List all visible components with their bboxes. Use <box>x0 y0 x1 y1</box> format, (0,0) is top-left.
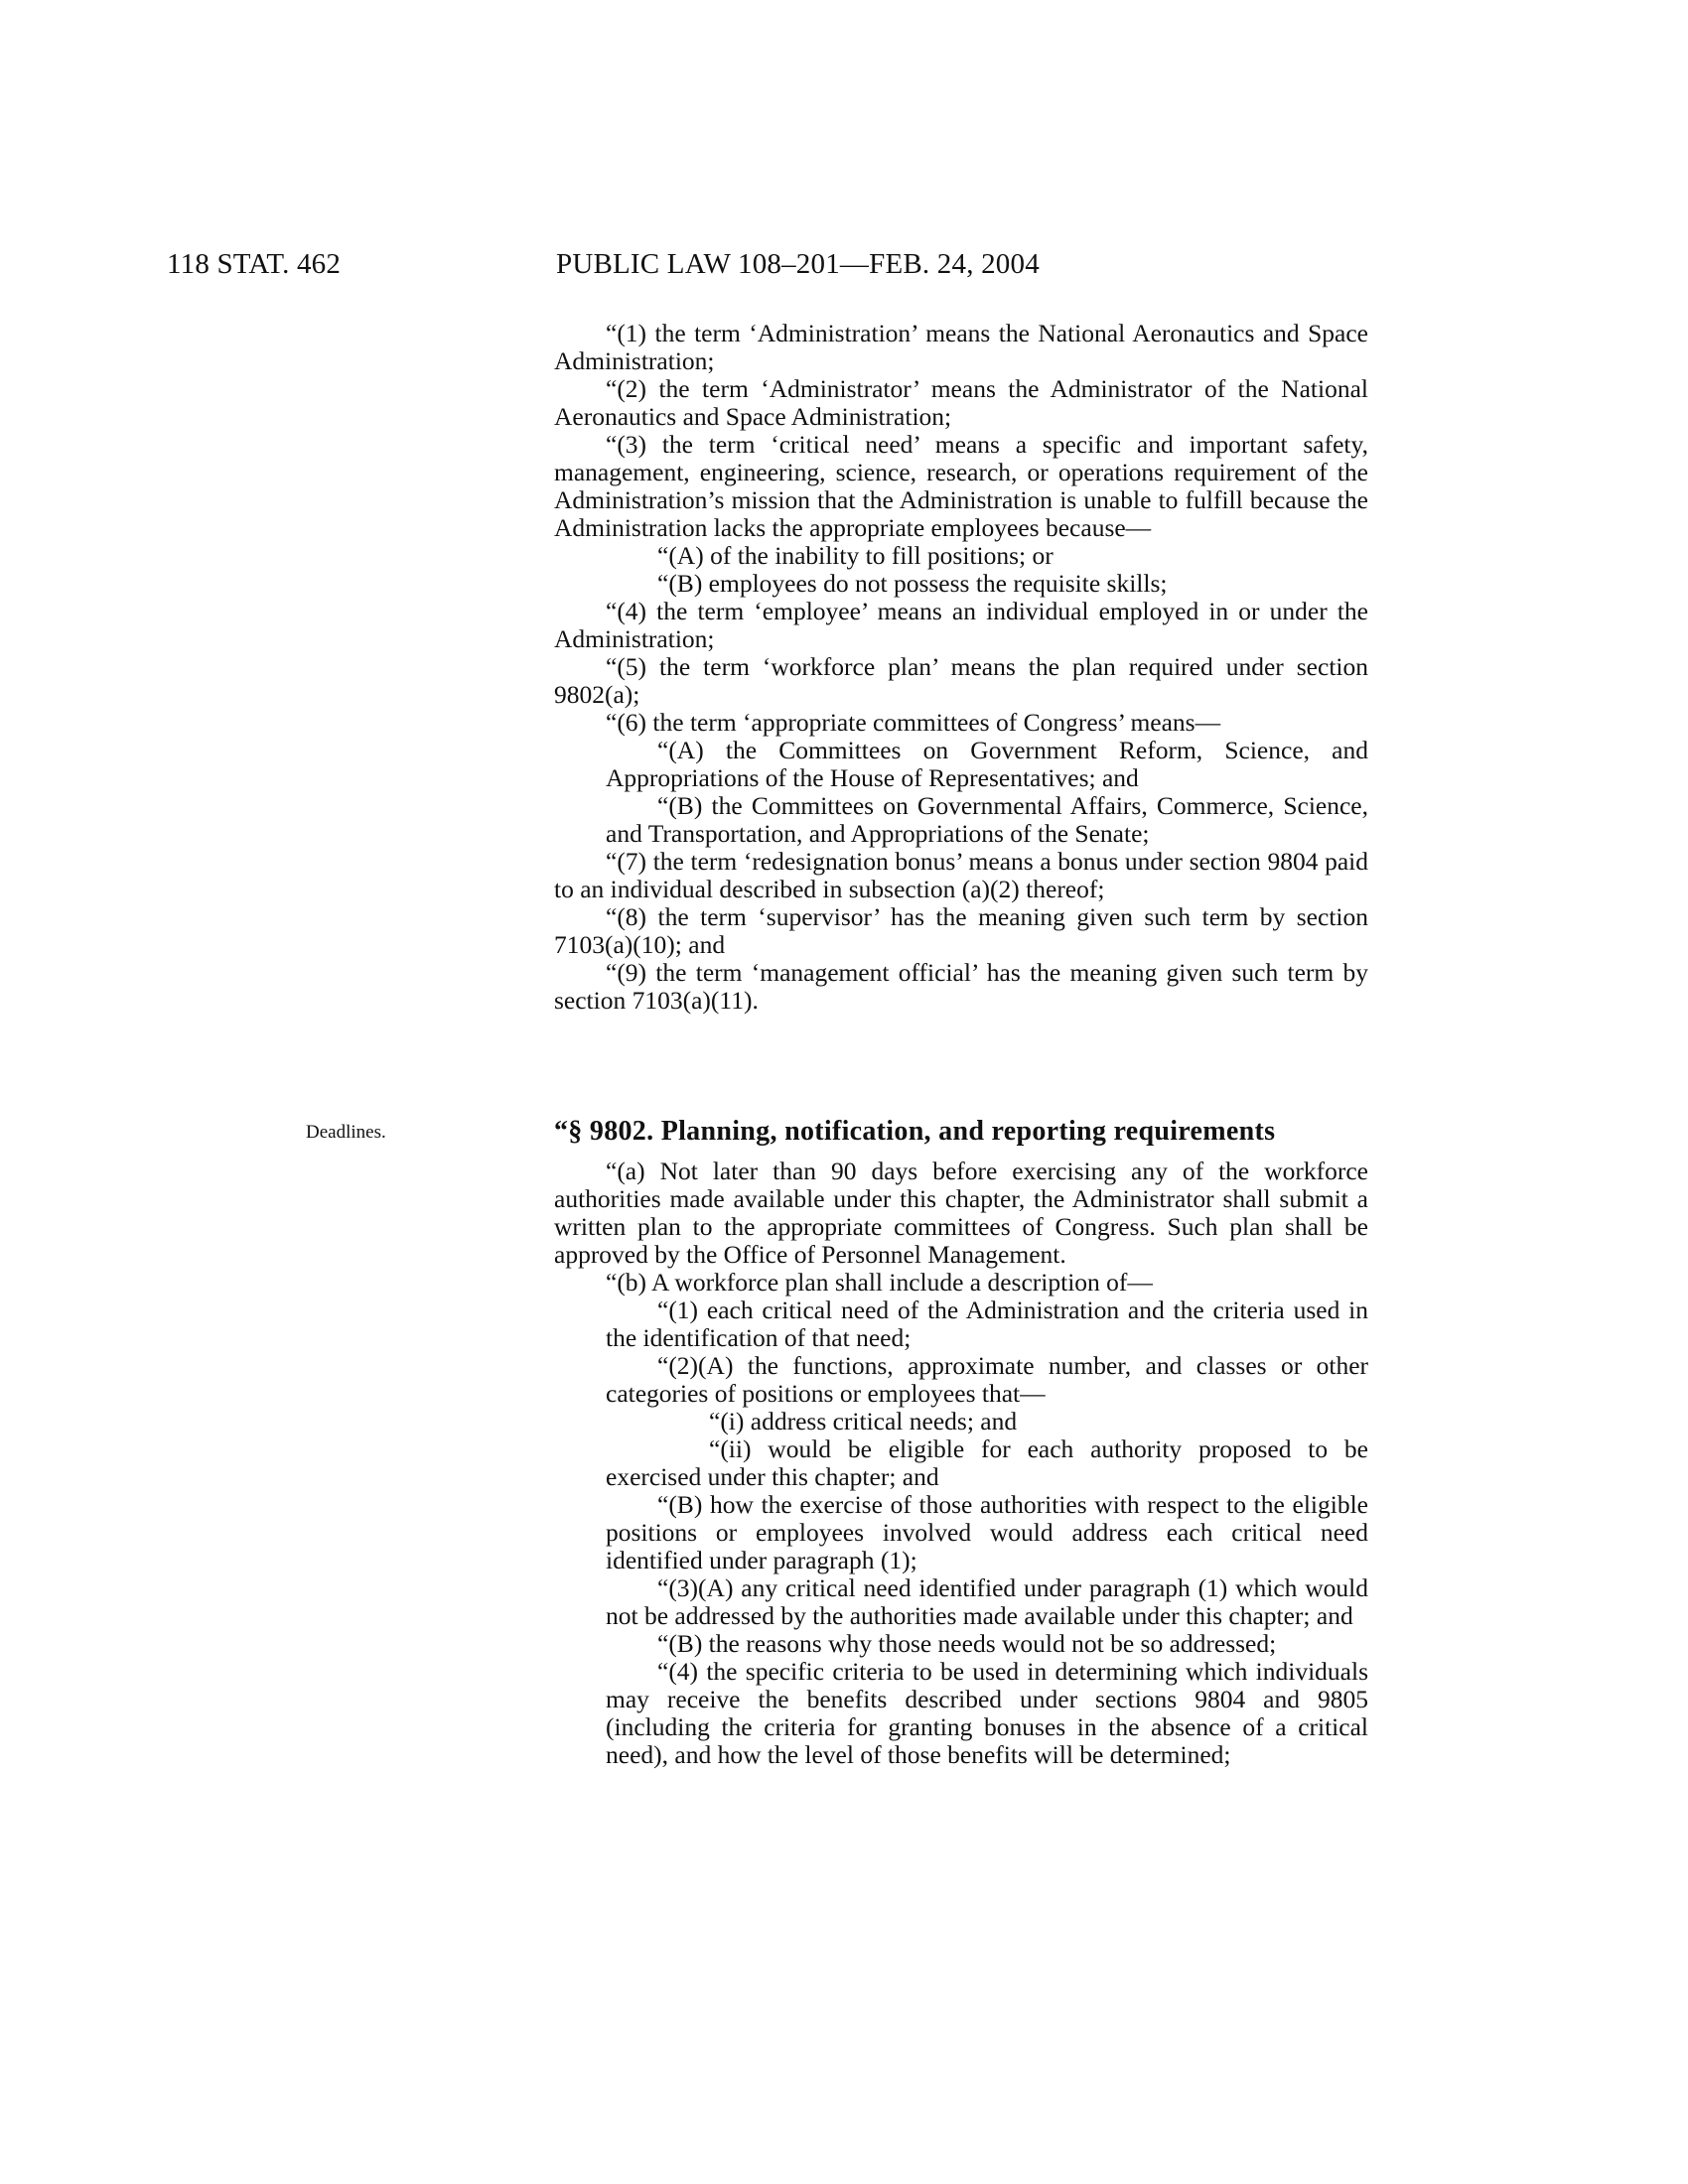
definition-7: “(7) the term ‘redesignation bonus’ means a bonus under section 9804 paid to an individual described in subsection (a)(2) thereof; <box>554 847 1368 903</box>
clause-ii: “(ii) would be eligible for each authority proposed to be exercised under this chapter; and <box>606 1434 1368 1491</box>
definition-3-b: “(B) employees do not possess the requisite skills; <box>657 569 1168 598</box>
definition-6-a: “(A) the Committees on Government Reform, Science, and Appropriations of the House of Representatives; and <box>606 736 1368 792</box>
paragraph-4: “(4) the specific criteria to be used in determining which individuals may receive the benefits described under sections 9804 and 9805 (including the criteria for granting bonuses in the absence of a critical need), and how the level of those benefits will be determined; <box>606 1657 1368 1769</box>
paragraph-3-b: “(B) the reasons why those needs would not be so addressed; <box>657 1629 1277 1658</box>
definition-1: “(1) the term ‘Administration’ means the National Aeronautics and Space Administration; <box>554 319 1368 375</box>
definition-9: “(9) the term ‘management official’ has the meaning given such term by section 7103(a)(11). <box>554 958 1368 1015</box>
clause-i: “(i) address critical needs; and <box>709 1407 1018 1435</box>
definition-4: “(4) the term ‘employee’ means an individual employed in or under the Administration; <box>554 597 1368 653</box>
section-9802-body <box>554 1158 1368 1769</box>
paragraph-3-a: “(3)(A) any critical need identified under paragraph (1) which would not be addressed by the authorities made available under this chapter; and <box>606 1573 1368 1630</box>
paragraph-2-b: “(B) how the exercise of those authorities with respect to the eligible positions or employees involved would address each critical need identified under paragraph (1); <box>606 1490 1368 1574</box>
margin-note-deadlines: Deadlines. <box>306 1122 386 1143</box>
definition-3: “(3) the term ‘critical need’ means a specific and important safety, management, engineering, science, research, or operations requirement of the Administration’s mission that the Administration is unable to fulfill because the Administration lacks the appropriate employees because— <box>554 430 1368 542</box>
definitions-block <box>554 320 1368 1015</box>
definition-8: “(8) the term ‘supervisor’ has the meaning given such term by section 7103(a)(10); and <box>554 902 1368 959</box>
stat-page-number: 118 STAT. 462 <box>167 248 342 280</box>
definition-6-b: “(B) the Committees on Governmental Affairs, Commerce, Science, and Transportation, and Appropriations of the Senate; <box>606 791 1368 848</box>
paragraph-2-a: “(2)(A) the functions, approximate number, and classes or other categories of positions or employees that— <box>606 1351 1368 1408</box>
subsection-b: “(b) A workforce plan shall include a description of— <box>606 1268 1153 1297</box>
law-title-header: PUBLIC LAW 108–201—FEB. 24, 2004 <box>556 248 1040 280</box>
subsection-a: “(a) Not later than 90 days before exercising any of the workforce authorities made available under this chapter, the Administrator shall submit a written plan to the appropriate committees of Congress. Such plan shall be approved by the Office of Personnel Management. <box>554 1157 1368 1269</box>
definition-5: “(5) the term ‘workforce plan’ means the plan required under section 9802(a); <box>554 652 1368 709</box>
definition-6: “(6) the term ‘appropriate committees of Congress’ means— <box>606 708 1221 737</box>
definition-3-a: “(A) of the inability to fill positions; or <box>657 541 1054 570</box>
definition-2: “(2) the term ‘Administrator’ means the Administrator of the National Aeronautics and Space Administration; <box>554 374 1368 431</box>
paragraph-1: “(1) each critical need of the Administration and the criteria used in the identification of that need; <box>606 1296 1368 1352</box>
section-9802-heading: “§ 9802. Planning, notification, and reporting requirements <box>554 1116 1276 1147</box>
